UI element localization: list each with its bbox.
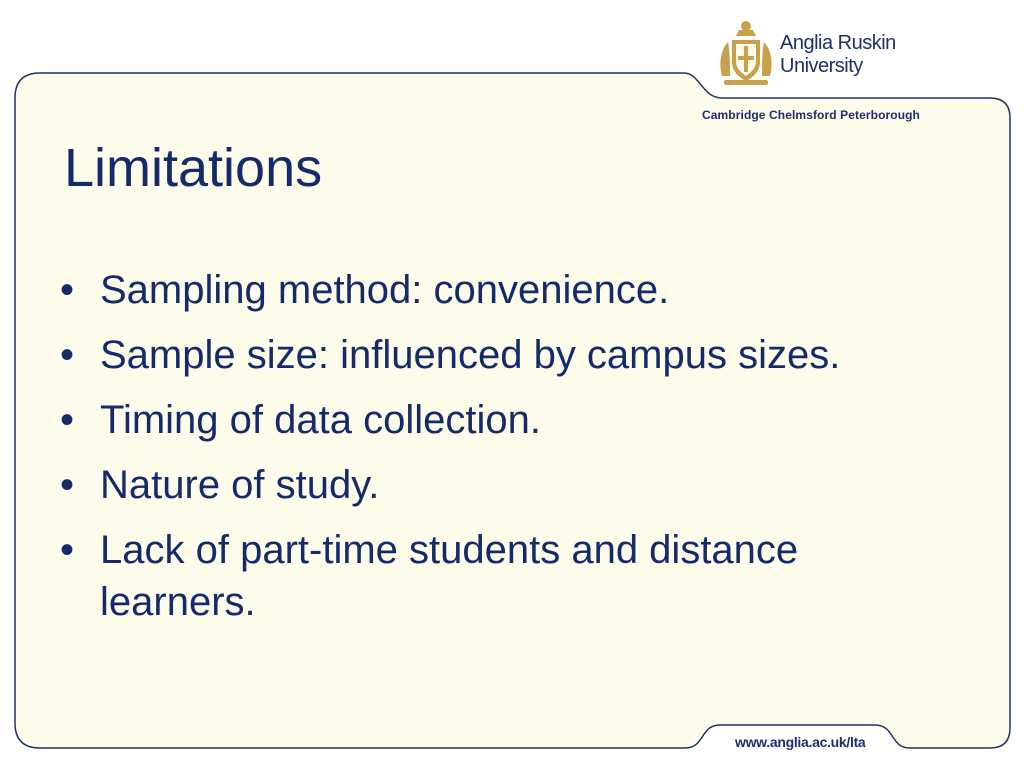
bullet-marker: • bbox=[60, 333, 75, 377]
bullet-item bbox=[60, 459, 960, 511]
bullet-item bbox=[60, 524, 960, 628]
bullet-item bbox=[60, 329, 960, 381]
bullet-marker: • bbox=[60, 528, 75, 572]
bullet-text: Sampling method: convenience. bbox=[100, 268, 670, 312]
campus-list: Cambridge Chelmsford Peterborough bbox=[702, 108, 920, 122]
bullet-text: Timing of data collection. bbox=[100, 398, 541, 442]
bullet-marker: • bbox=[60, 398, 75, 442]
bullet-text: Sample size: influenced by campus sizes. bbox=[100, 333, 841, 377]
crest-icon bbox=[716, 18, 776, 88]
bullet-item bbox=[60, 394, 960, 446]
university-logo bbox=[716, 18, 916, 90]
bullet-item bbox=[60, 264, 960, 316]
bullet-marker: • bbox=[60, 268, 75, 312]
slide-title: Limitations bbox=[64, 138, 323, 198]
bullet-list bbox=[60, 264, 960, 641]
bullet-marker: • bbox=[60, 463, 75, 507]
bullet-text: Nature of study. bbox=[100, 463, 380, 507]
bullet-text: Lack of part-time students and distance learners. bbox=[100, 528, 799, 624]
footer-url[interactable]: www.anglia.ac.uk/lta bbox=[735, 734, 866, 750]
university-name: Anglia Ruskin University bbox=[780, 32, 896, 77]
